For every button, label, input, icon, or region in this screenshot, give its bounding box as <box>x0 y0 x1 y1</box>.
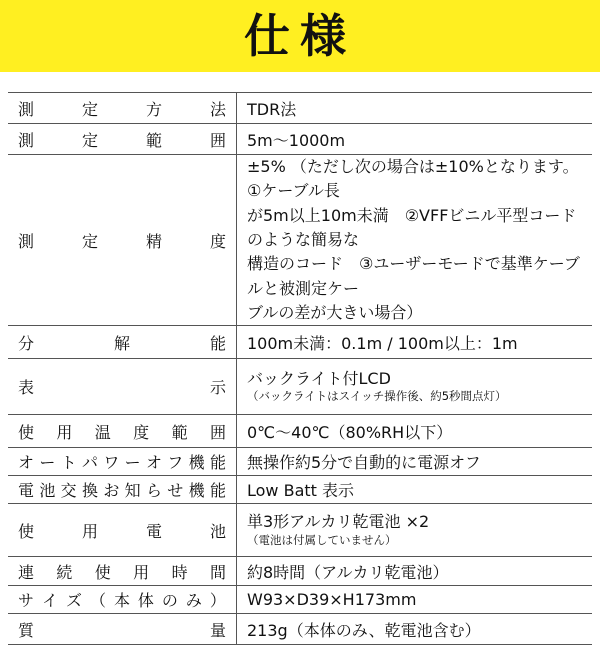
row-label-battery <box>8 504 237 557</box>
row-value-accuracy <box>237 155 593 326</box>
label-text: 使 用 温 度 範 囲 <box>18 422 226 442</box>
row-label-resolution <box>8 326 237 359</box>
label-text: 使 用 電 池 <box>18 521 226 541</box>
table-row <box>8 155 592 326</box>
title-banner <box>0 0 600 72</box>
row-label-method <box>8 93 237 124</box>
label-text: 分 解 能 <box>18 333 226 353</box>
table-row <box>8 504 592 557</box>
table-row <box>8 359 592 415</box>
label-text: 質 量 <box>18 620 226 640</box>
page-title: 仕様 <box>244 9 356 63</box>
label-text: 連 続 使 用 時 間 <box>18 562 226 582</box>
accuracy-note-line: 構造のコード ③ユーザーモードで基準ケーブルと被測定ケー <box>247 254 580 298</box>
display-main: バックライト付LCD <box>247 368 391 388</box>
label-text: 測 定 精 度 <box>18 231 226 251</box>
row-value-temperature: 0℃～40℃（80%RH以下） <box>237 415 593 448</box>
row-label-temperature <box>8 415 237 448</box>
label-text: 表 示 <box>18 378 226 398</box>
table-row <box>8 476 592 504</box>
row-label-runtime <box>8 557 237 586</box>
battery-note: （電池は付属していません） <box>247 532 397 547</box>
row-value-resolution: 100m未満：0.1m / 100m以上：1m <box>237 326 593 359</box>
label-text: サ イ ズ （ 本 体 の み ） <box>18 591 226 611</box>
row-value-method: TDR法 <box>237 93 593 124</box>
table-row <box>8 326 592 359</box>
label-text: オ ー ト パ ワ ー オ フ 機 能 <box>18 453 226 473</box>
row-value-range: 5m～1000m <box>237 124 593 155</box>
battery-main: 単3形アルカリ乾電池 ×2 <box>247 512 430 532</box>
accuracy-note-line: ブルの差が大きい場合） <box>247 302 423 322</box>
table-row <box>8 557 592 586</box>
table-row <box>8 93 592 124</box>
table-row <box>8 415 592 448</box>
spec-table <box>8 92 592 645</box>
label-text: 測 定 範 囲 <box>18 130 226 150</box>
row-label-range <box>8 124 237 155</box>
accuracy-note-line: が5m以上10m未満 ②VFFビニル平型コードのような簡易な <box>247 205 577 249</box>
row-value-weight: 213g（本体のみ、乾電池含む） <box>237 614 593 645</box>
display-note: （バックライトはスイッチ操作後、約5秒間点灯） <box>247 389 507 404</box>
row-value-auto-power-off: 無操作約5分で自動的に電源オフ <box>237 448 593 476</box>
label-text: 測 定 方 法 <box>18 99 226 119</box>
row-value-display <box>237 359 593 415</box>
row-label-display <box>8 359 237 415</box>
table-row <box>8 124 592 155</box>
row-label-accuracy <box>8 155 237 326</box>
label-text: 電 池 交 換 お 知 ら せ 機 能 <box>18 481 226 501</box>
accuracy-main: ±5% <box>247 157 286 176</box>
table-row <box>8 448 592 476</box>
row-label-weight <box>8 614 237 645</box>
accuracy-note-line: （ただし次の場合は±10%となります。 ①ケーブル長 <box>247 157 579 201</box>
row-value-runtime: 約8時間（アルカリ乾電池） <box>237 557 593 586</box>
row-label-battery-alert <box>8 476 237 504</box>
row-value-size: W93×D39×H173mm <box>237 586 593 614</box>
table-row <box>8 614 592 645</box>
row-value-battery-alert: Low Batt 表示 <box>237 476 593 504</box>
row-label-auto-power-off <box>8 448 237 476</box>
row-value-battery <box>237 504 593 557</box>
